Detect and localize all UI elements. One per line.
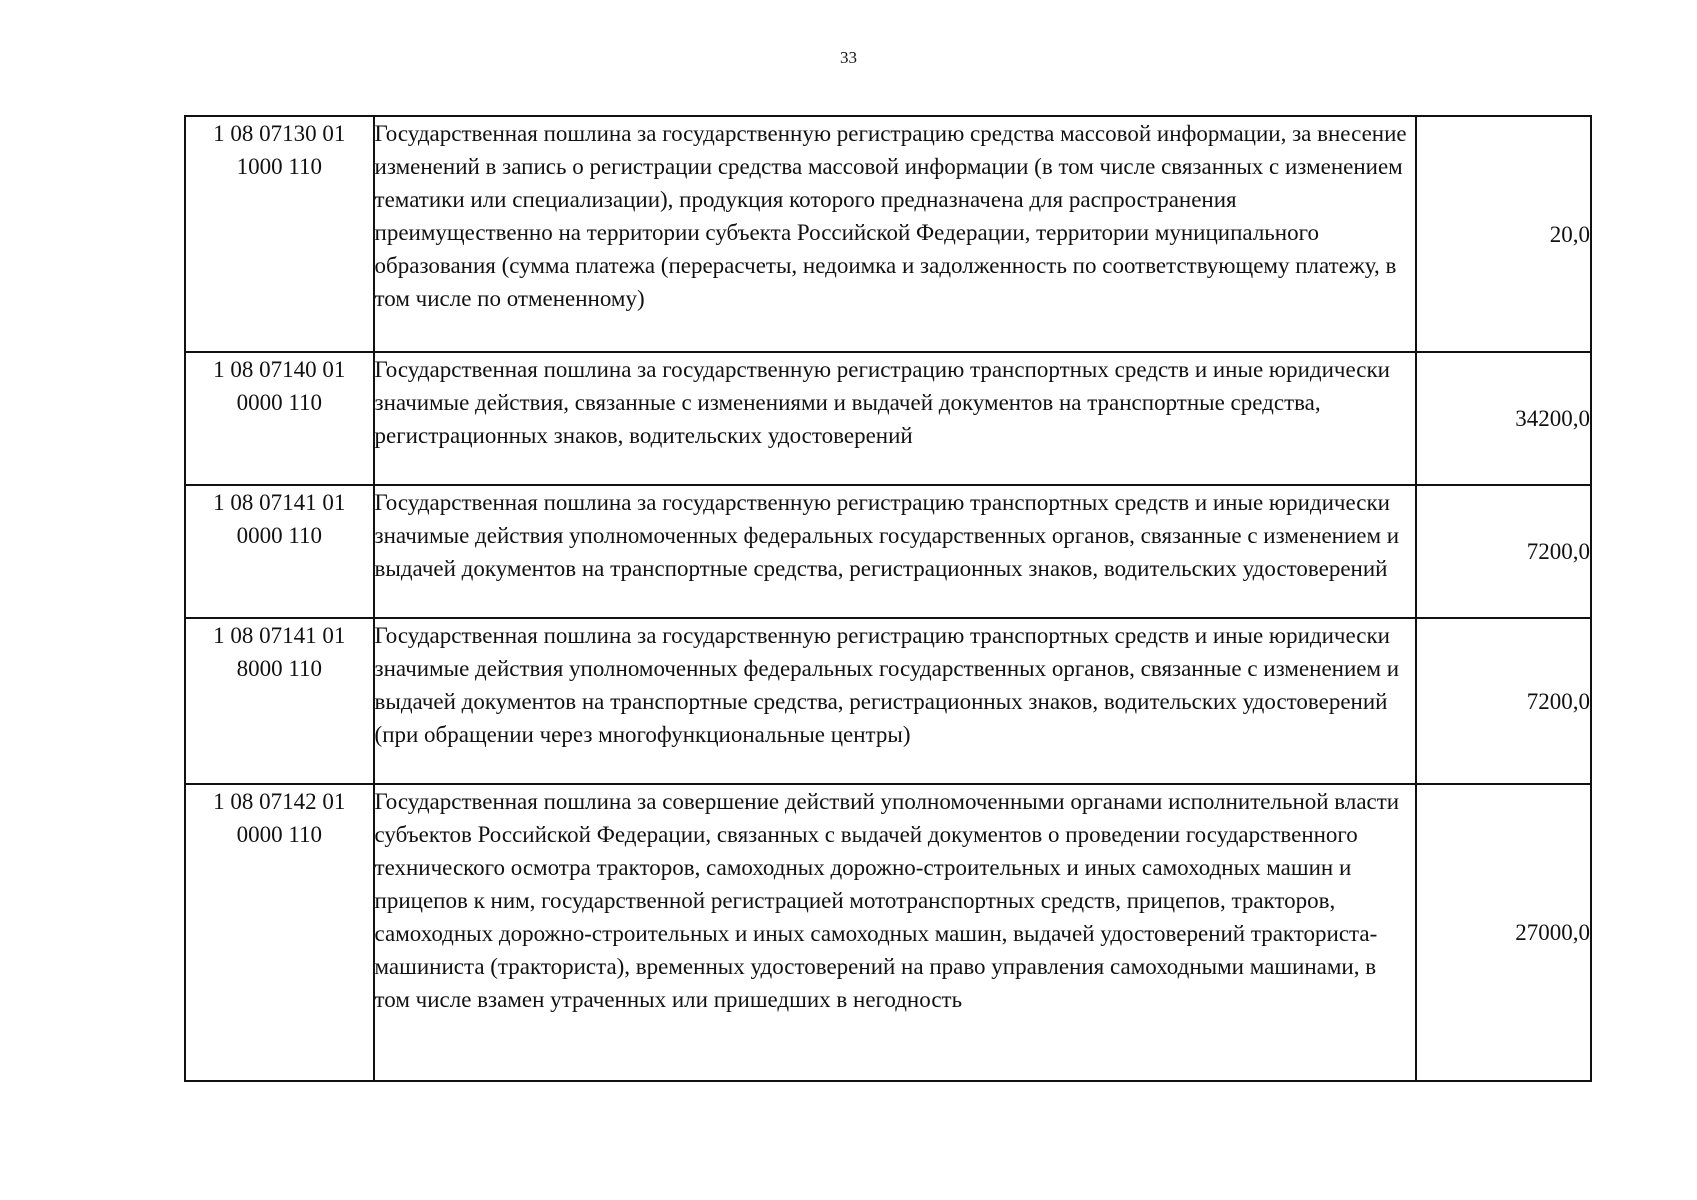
budget-code-part: 1 08 07141 01 bbox=[213, 623, 346, 648]
description-cell: Государственная пошлина за государственную регистрацию транспортных средств и иные юридически значимые действия уполномоченных федеральных государственных органов, связанные с изменением и выдачей документов на транспортные средства, регистрационных знаков, водительских удостоверений bbox=[374, 485, 1417, 618]
table-row bbox=[185, 618, 1591, 784]
budget-code-part: 0000 110 bbox=[236, 523, 322, 548]
budget-code-part: 8000 110 bbox=[236, 656, 322, 681]
table-row bbox=[185, 784, 1591, 1081]
budget-code-part: 1 08 07140 01 bbox=[213, 357, 346, 382]
budget-code-part: 1 08 07142 01 bbox=[213, 789, 346, 814]
page-number: 33 bbox=[840, 48, 857, 67]
budget-code-cell bbox=[185, 485, 374, 618]
budget-code-part: 0000 110 bbox=[236, 822, 322, 847]
budget-code-part: 1000 110 bbox=[236, 154, 322, 179]
table-row bbox=[185, 352, 1591, 485]
description-cell: Государственная пошлина за государственную регистрацию транспортных средств и иные юридически значимые действия, связанные с изменениями и выдачей документов на транспортные средства, регистрационных знаков, водительских удостоверений bbox=[374, 352, 1417, 485]
amount-cell: 7200,0 bbox=[1416, 485, 1591, 618]
description-cell: Государственная пошлина за государственную регистрацию транспортных средств и иные юридически значимые действия уполномоченных федеральных государственных органов, связанные с изменением и выдачей документов на транспортные средства, регистрационных знаков, водительских удостоверений (при обращении через многофункциональные центры) bbox=[374, 618, 1417, 784]
table-row bbox=[185, 485, 1591, 618]
amount-cell: 34200,0 bbox=[1416, 352, 1591, 485]
budget-code-cell bbox=[185, 784, 374, 1081]
budget-code-cell bbox=[185, 116, 374, 352]
amount-cell: 20,0 bbox=[1416, 116, 1591, 352]
budget-revenue-table bbox=[184, 115, 1592, 1082]
budget-code-cell bbox=[185, 352, 374, 485]
budget-code-cell bbox=[185, 618, 374, 784]
budget-code-part: 0000 110 bbox=[236, 390, 322, 415]
table-row bbox=[185, 116, 1591, 352]
description-cell: Государственная пошлина за совершение действий уполномоченными органами исполнительной власти субъектов Российской Федерации, связанных с выдачей документов о проведении государственного технического осмотра тракторов, самоходных дорожно-строительных и иных самоходных машин и прицепов к ним, государственной регистрацией мототранспортных средств, прицепов, тракторов, самоходных дорожно-строительных и иных самоходных машин, выдачей удостоверений тракториста-машиниста (тракториста), временных удостоверений на право управления самоходными машинами, в том числе взамен утраченных или пришедших в негодность bbox=[374, 784, 1417, 1081]
amount-cell: 27000,0 bbox=[1416, 784, 1591, 1081]
budget-code-part: 1 08 07141 01 bbox=[213, 490, 346, 515]
budget-code-part: 1 08 07130 01 bbox=[213, 121, 346, 146]
amount-cell: 7200,0 bbox=[1416, 618, 1591, 784]
description-cell: Государственная пошлина за государственную регистрацию средства массовой информации, за внесение изменений в запись о регистрации средства массовой информации (в том числе связанных с изменением тематики или специализации), продукция которого предназначена для распространения преимущественно на территории субъекта Российской Федерации, территории муниципального образования (сумма платежа (перерасчеты, недоимка и задолженность по соответствующему платежу, в том числе по отмененному) bbox=[374, 116, 1417, 352]
